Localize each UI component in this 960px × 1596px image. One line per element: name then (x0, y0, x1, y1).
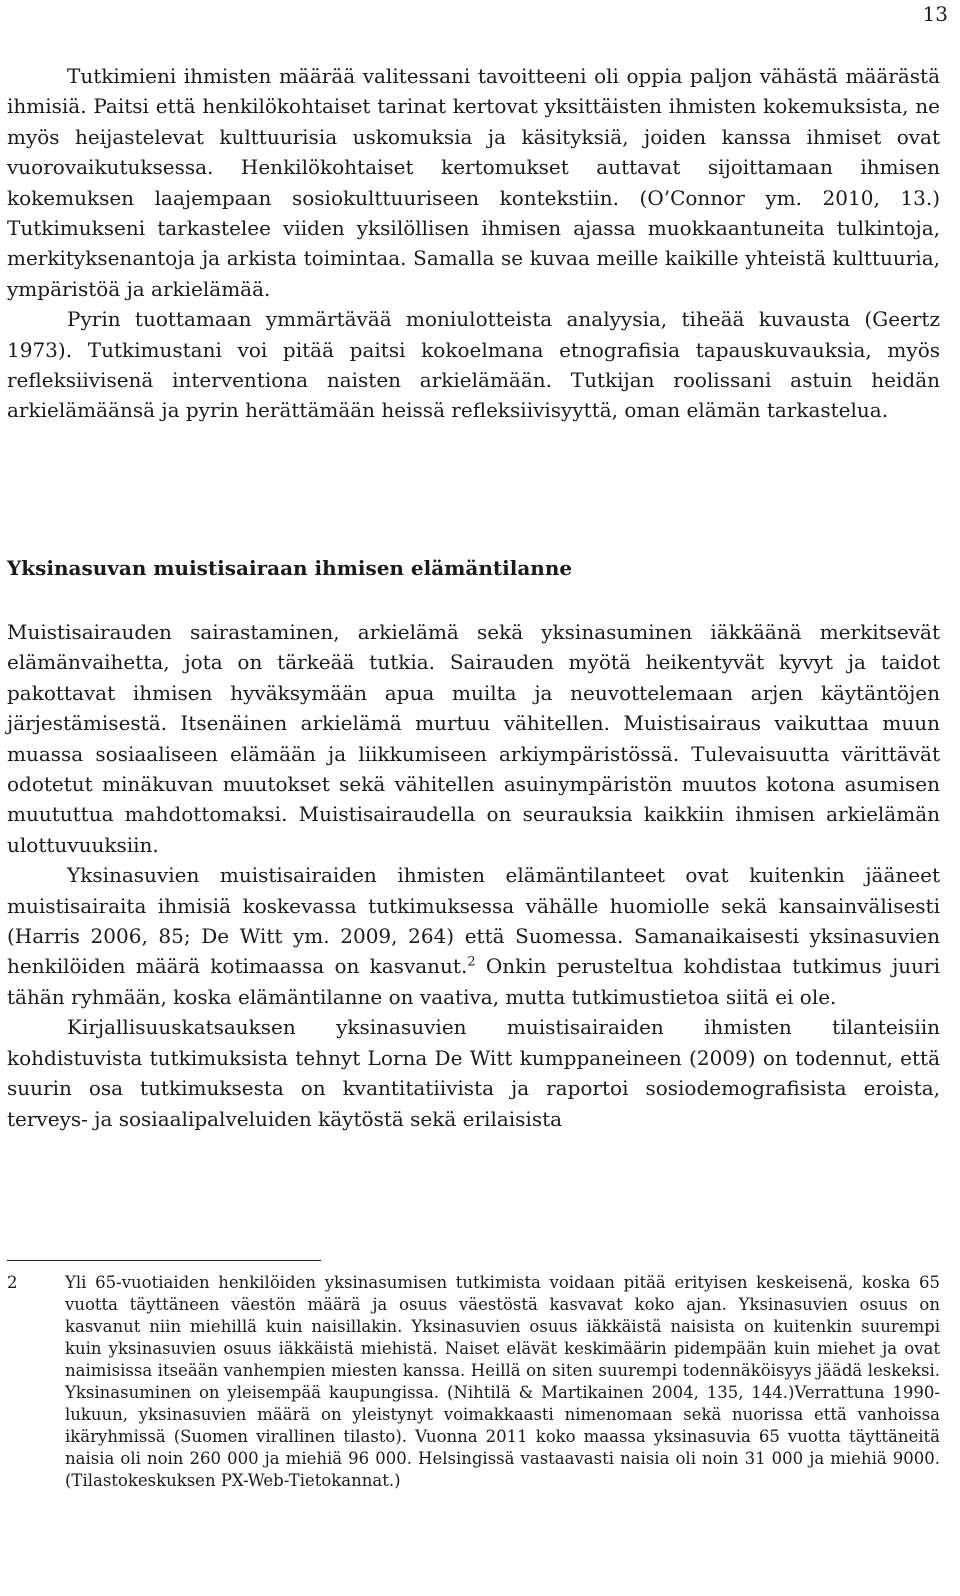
footnote-number: 2 (7, 1273, 18, 1292)
paragraph (7, 860, 940, 1012)
paragraph-text: Yksinasuvien muistisairaiden ihmisten elämäntilanteet ovat kuitenkin jääneet muistisairaita ihmisiä koskevassa tutkimuksessa vähälle huomiolle sekä kansainvälisesti (Harris 2006, 85; De Witt ym. 2009, 264) että Suomessa. Samanaikaisesti yksinasuvien henkilöiden määrä kotimaassa on kasvanut. (7, 863, 940, 979)
footnote-reference[interactable]: 2 (467, 954, 476, 970)
footnote-text: Yli 65-vuotiaiden henkilöiden yksinasumisen tutkimista voidaan pitää erityisen keskeisenä, koska 65 vuotta täyttäneen väestön määrä ja osuus väestöstä kasvavat koko ajan. Yksinasuvien osuus on kasvanut niin miehillä kuin naisillakin. Yksinasuvien osuus iäkkäistä naisista on kuitenkin suurempi kuin yksinasuvien osuus iäkkäistä miehistä. Naiset elävät keskimäärin pidempään kuin miehet ja ovat naimisissa itseään vanhempien miesten kanssa. Heillä on siten suurempi todennäköisyys jäädä leskeksi. Yksinasuminen on yleisempää kaupungissa. (Nihtilä & Martikainen 2004, 135, 144.)Verrattuna 1990-lukuun, yksinasuvien määrä on yleistynyt voimakkaasti nimenomaan sekä nuorissa että vanhoissa ikäryhmissä (Suomen virallinen tilasto). Vuonna 2011 koko maassa yksinasuvia 65 vuotta täyttäneitä naisia oli noin 260 000 ja miehiä 96 000. Helsingissä vastaavasti naisia oli noin 31 000 ja miehiä 9000. (Tilastokeskuksen PX-Web-Tietokannat.) (65, 1273, 940, 1490)
section-heading: Yksinasuvan muistisairaan ihmisen elämäntilanne (7, 556, 573, 580)
paragraph: Pyrin tuottamaan ymmärtävää moniulotteista analyysia, tiheää kuvausta (Geertz 1973). Tutkimustani voi pitää paitsi kokoelmana etnografisia tapauskuvauksia, myös refleksiivisenä interventiona naisten arkielämään. Tutkijan roolissani astuin heidän arkielämäänsä ja pyrin herättämään heissä refleksiivisyyttä, oman elämän tarkastelua. (7, 307, 940, 423)
paragraph-text: Onkin perusteltua kohdistaa tutkimus juuri tähän ryhmään, koska elämäntilanne on vaativa, mutta tutkimustietoa siitä ei ole. (7, 954, 940, 1009)
paragraph: Kirjallisuuskatsauksen yksinasuvien muistisairaiden ihmisten tilanteisiin kohdistuvista tutkimuksista tehnyt Lorna De Witt kumppaneineen (2009) on todennut, että suurin osa tutkimuksesta on kvantitatiivista ja raportoi sosiodemografisista eroista, terveys- ja sosiaalipalveluiden käytöstä sekä erilaisista (7, 1015, 940, 1131)
intro-text-block (7, 61, 940, 426)
footnote-divider (7, 1260, 321, 1261)
page-number: 13 (922, 2, 948, 26)
paragraph: Tutkimieni ihmisten määrää valitessani tavoitteeni oli oppia paljon vähästä määrästä ihmisiä. Paitsi että henkilökohtaiset tarinat kertovat yksittäisten ihmisten kokemuksista, ne myös heijastelevat kulttuurisia uskomuksia ja käsityksiä, joiden kanssa ihmiset ovat vuorovaikutuksessa. Henkilökohtaiset kertomukset auttavat sijoittamaan ihmisen kokemuksen laajempaan sosiokulttuuriseen kontekstiin. (O’Connor ym. 2010, 13.) Tutkimukseni tarkastelee viiden yksilöllisen ihmisen ajassa muokkaantuneita tulkintoja, merkityksenantoja ja arkista toimintaa. Samalla se kuvaa meille kaikille yhteistä kulttuuria, ympäristöä ja arkielämää. (7, 64, 940, 301)
paragraph: Muistisairauden sairastaminen, arkielämä sekä yksinasuminen iäkkäänä merkitsevät elämänvaihetta, jota on tärkeää tutkia. Sairauden myötä heikentyvät kyvyt ja taidot pakottavat ihmisen hyväksymään apua muilta ja neuvottelemaan arjen käytäntöjen järjestämisestä. Itsenäinen arkielämä murtuu vähitellen. Muistisairaus vaikuttaa muun muassa sosiaaliseen elämään ja liikkumiseen arkiympäristössä. Tulevaisuutta värittävät odotetut minäkuvan muutokset sekä vähitellen asuinympäristön muutos kotona asumisen muututtua mahdottomaksi. Muistisairaudella on seurauksia kaikkiin ihmisen arkielämän ulottuvuuksiin. (7, 620, 940, 857)
section-text-block (7, 617, 940, 1134)
footnote (7, 1272, 940, 1492)
